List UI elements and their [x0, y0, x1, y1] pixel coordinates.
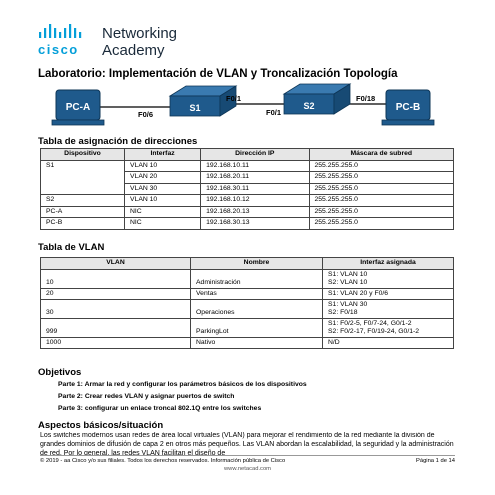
pc-a-label: PC-A: [65, 102, 91, 113]
table-row: 1000 Nativo N/D: [41, 337, 454, 348]
table-row: PC-B NIC 192.168.30.13 255.255.255.0: [41, 218, 454, 230]
objectives-heading: Objetivos: [38, 367, 82, 378]
background-paragraph: Los switches modernos usan redes de área local virtuales (VLAN) para mejorar el rendimiento de la red mediante la división de grandes dominios de difusión de capa 2 en otros más pequeños. Las VLAN abordan la escalabilidad, la seguridad y la administración de red. Por lo general, las redes VLAN facilitan el diseño de: [40, 432, 454, 456]
table-row: 20 Ventas S1: VLAN 20 y F0/6: [41, 288, 454, 299]
footer-url[interactable]: www.netacad.com: [223, 466, 272, 472]
col-ip: Dirección IP: [201, 149, 309, 161]
port-s1-pc-label: F0/6: [138, 110, 154, 119]
col-vlan: VLAN: [41, 258, 191, 270]
table-row: S1 VLAN 10 192.168.10.11 255.255.255.0: [41, 160, 454, 172]
vlan-table-heading: Tabla de VLAN: [38, 242, 105, 253]
table-row: VLAN 30 192.168.30.11 255.255.255.0: [41, 183, 454, 195]
table-row: S2 VLAN 10 192.168.10.12 255.255.255.0: [41, 195, 454, 207]
objective-item: Parte 1: Armar la red y configurar los parámetros básicos de los dispositivos: [58, 381, 307, 388]
col-interfaz-asignada: Interfaz asignada: [323, 258, 454, 270]
background-heading: Aspectos básicos/situación: [38, 420, 164, 431]
table-row: 999 ParkingLot S1: F0/2-5, F0/7-24, G0/1-2 S2: F0/2-17, F0/19-24, G0/1-2: [41, 318, 454, 337]
table-row: VLAN 20 192.168.20.11 255.255.255.0: [41, 172, 454, 184]
footer-page-number: Página 1 de 14: [415, 458, 455, 464]
table-row: 10 Administración S1: VLAN 10 S2: VLAN 10: [41, 269, 454, 288]
pc-b-icon: [382, 90, 434, 125]
brand-networking: Networking: [102, 25, 178, 42]
footer-divider: [40, 455, 455, 456]
s2-label: S2: [303, 101, 315, 111]
col-interfaz: Interfaz: [125, 149, 201, 161]
col-dispositivo: Dispositivo: [41, 149, 125, 161]
topology-diagram: [38, 82, 458, 132]
vlan-table: [40, 257, 454, 349]
cisco-wordmark: cisco: [38, 42, 79, 57]
address-table-heading: Tabla de asignación de direcciones: [38, 136, 198, 147]
pc-b-label: PC-B: [395, 102, 421, 113]
objective-item: Parte 3: configurar un enlace troncal 802.1Q entre los switches: [58, 405, 262, 412]
col-mascara: Máscara de subred: [309, 149, 454, 161]
cisco-bridge-icon: [38, 24, 96, 40]
cisco-networking-academy-logo: [38, 24, 258, 58]
brand-academy: Academy: [102, 42, 165, 59]
table-row: 30 Operaciones S1: VLAN 30 S2: F0/18: [41, 299, 454, 318]
port-s1-trunk-label: F0/1: [226, 94, 242, 103]
switch-s2-icon: [284, 84, 350, 114]
page-title: Laboratorio: Implementación de VLAN y Troncalización Topología: [38, 68, 398, 80]
footer-copyright: © 2019 - aa Cisco y/o sus filiales. Todos los derechos reservados. Información pública de Cisco: [40, 458, 286, 464]
col-nombre: Nombre: [191, 258, 323, 270]
pc-a-icon: [52, 90, 104, 125]
s1-label: S1: [189, 103, 201, 113]
port-s2-pc-label: F0/18: [356, 94, 376, 103]
table-row: PC-A NIC 192.168.20.13 255.255.255.0: [41, 206, 454, 218]
objective-item: Parte 2: Crear redes VLAN y asignar puertos de switch: [58, 393, 235, 400]
address-table: [40, 148, 454, 230]
port-s2-trunk-label: F0/1: [266, 108, 282, 117]
